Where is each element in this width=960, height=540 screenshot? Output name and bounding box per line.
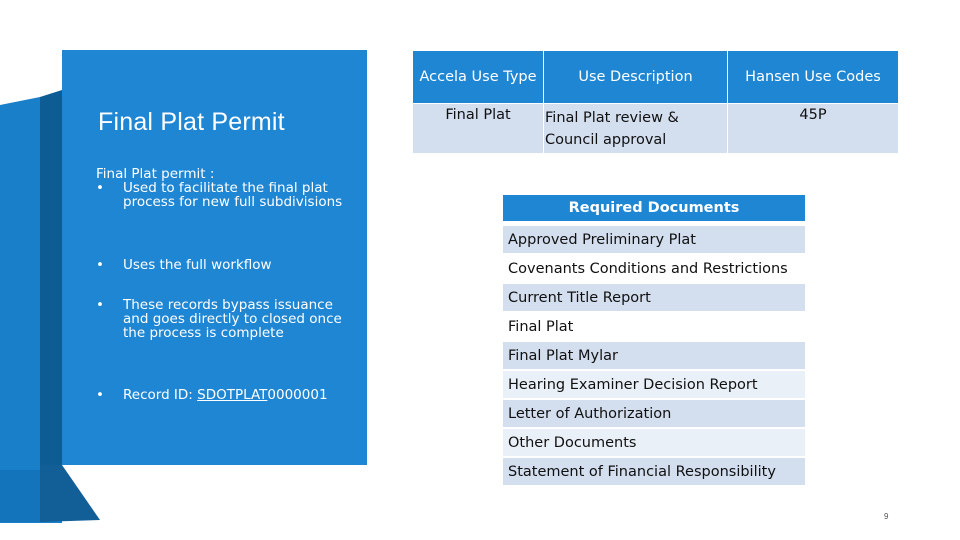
info-panel bbox=[62, 50, 367, 465]
bullet-marker: • bbox=[96, 297, 104, 313]
required-document-row: Covenants Conditions and Restrictions bbox=[503, 254, 805, 282]
header-accela-use-type: Accela Use Type bbox=[413, 51, 543, 103]
bullet-item bbox=[96, 181, 358, 209]
record-id-item bbox=[96, 388, 358, 402]
record-id-link[interactable]: SDOTPLAT bbox=[197, 387, 268, 403]
intro-text: Final Plat permit : bbox=[96, 166, 215, 182]
page-number: 9 bbox=[884, 512, 889, 521]
required-documents-header: Required Documents bbox=[503, 195, 805, 221]
required-document-row: Final Plat bbox=[503, 312, 805, 340]
record-id-prefix: Record ID: bbox=[123, 387, 198, 403]
required-document-row: Current Title Report bbox=[503, 283, 805, 311]
bullet-marker: • bbox=[96, 387, 104, 403]
page-title: Final Plat Permit bbox=[98, 108, 285, 136]
bullet-item bbox=[96, 258, 358, 272]
cell-hansen-use-code: 45P bbox=[728, 104, 898, 153]
bullet-item bbox=[96, 298, 358, 340]
required-document-row: Approved Preliminary Plat bbox=[503, 225, 805, 253]
cell-accela-use-type: Final Plat bbox=[413, 104, 543, 153]
cell-use-description: Final Plat review & Council approval bbox=[544, 104, 727, 153]
required-document-row: Hearing Examiner Decision Report bbox=[503, 370, 805, 398]
use-type-table bbox=[413, 51, 898, 153]
header-use-description: Use Description bbox=[544, 51, 727, 103]
record-id-suffix: 0000001 bbox=[267, 387, 328, 403]
header-hansen-use-codes: Hansen Use Codes bbox=[728, 51, 898, 103]
required-document-row: Final Plat Mylar bbox=[503, 341, 805, 369]
bullet-text: Used to facilitate the final plat process for new full subdivisions bbox=[123, 180, 343, 210]
bullet-text: Uses the full workflow bbox=[123, 257, 272, 273]
bullet-text: These records bypass issuance and goes directly to closed once the process is complete bbox=[123, 297, 342, 341]
required-document-row: Letter of Authorization bbox=[503, 399, 805, 427]
required-document-row: Statement of Financial Responsibility bbox=[503, 457, 805, 485]
bullet-marker: • bbox=[96, 180, 104, 196]
required-document-row: Other Documents bbox=[503, 428, 805, 456]
record-id-text bbox=[123, 388, 358, 402]
bullet-marker: • bbox=[96, 257, 104, 273]
